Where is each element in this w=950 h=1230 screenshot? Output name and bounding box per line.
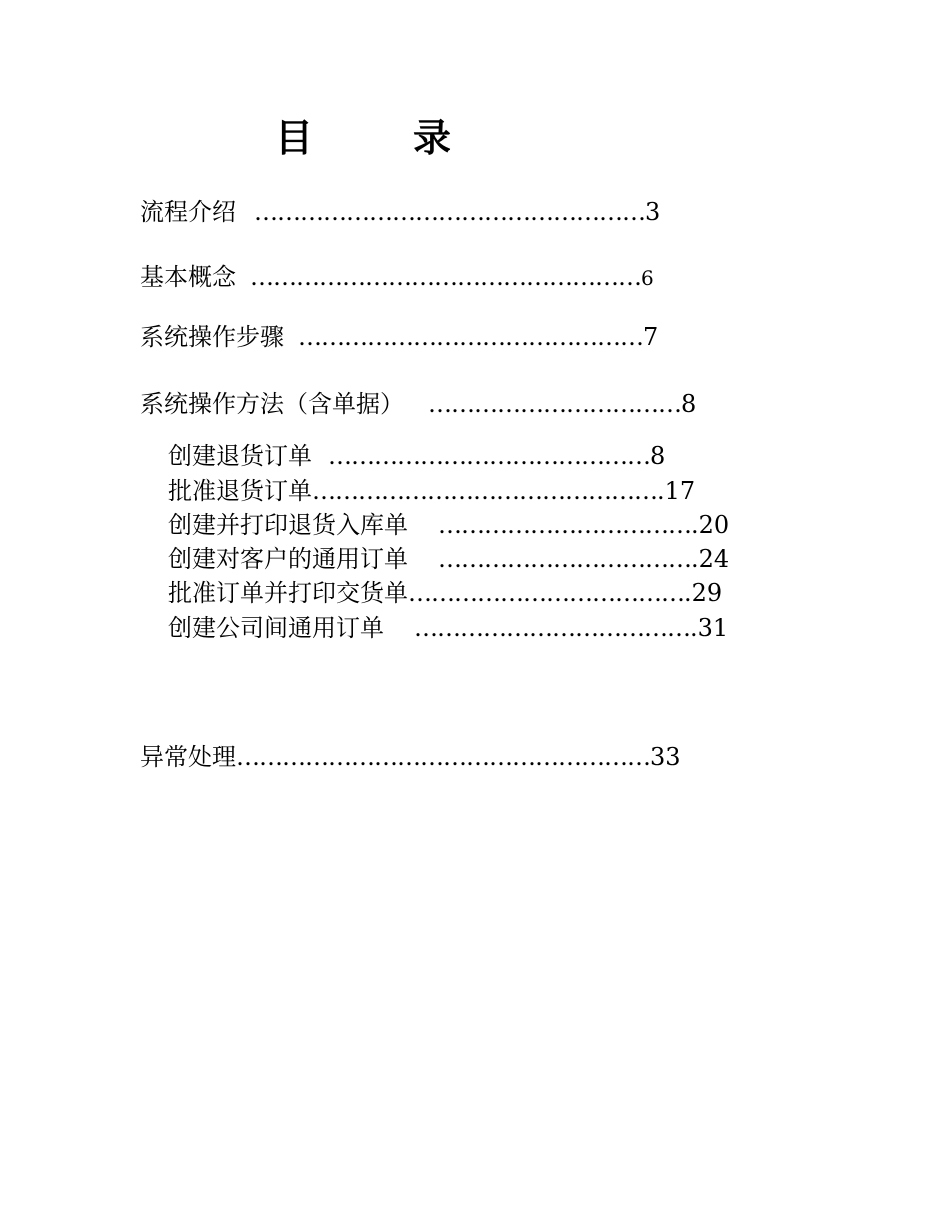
toc-leader-dots: …………………………………… [328, 442, 650, 470]
toc-entry-exception-handling[interactable] [140, 742, 681, 772]
toc-leader-dots: …………………………… [438, 511, 691, 539]
toc-entry-operation-steps[interactable] [140, 322, 658, 352]
toc-page-number: .24 [691, 545, 730, 573]
toc-entry-approve-return-order[interactable] [168, 476, 695, 506]
toc-page-number: .31 [690, 614, 729, 642]
toc-entry-create-return-order[interactable] [168, 441, 665, 471]
toc-leader-dots: …………………………… [438, 545, 691, 573]
toc-page-number: 3 [645, 198, 661, 226]
toc-entry-label: 批准订单并打印交货单 [168, 579, 408, 607]
toc-entry-label: 基本概念 [140, 263, 236, 291]
toc-entry-label: 创建并打印退货入库单 [168, 511, 408, 539]
toc-entry-label: 异常处理 [140, 743, 236, 771]
toc-page-number: 8 [681, 390, 697, 418]
toc-leader-dots: …………………………………………… [254, 198, 645, 226]
toc-entry-basic-concepts[interactable] [140, 262, 654, 293]
toc-entry-create-print-return-receipt[interactable] [168, 510, 729, 540]
toc-page-number: .17 [657, 477, 696, 505]
toc-entry-label: 流程介绍 [140, 198, 236, 226]
toc-leader-dots: ……………………………… [414, 614, 690, 642]
toc-entry-label: 创建退货订单 [168, 442, 312, 470]
toc-entry-label: 批准退货订单 [168, 477, 312, 505]
toc-page-number: 33 [650, 743, 681, 771]
toc-entry-create-intercompany-order[interactable] [168, 613, 728, 643]
toc-entry-operation-methods[interactable] [140, 389, 696, 419]
toc-title-char-1: 目 [275, 115, 314, 160]
toc-page-number: .20 [691, 511, 730, 539]
toc-entry-label: 系统操作步骤 [140, 323, 284, 351]
toc-page-number: 6 [641, 266, 654, 290]
toc-page-number: 8 [650, 442, 666, 470]
toc-leader-dots: …………………………… [428, 390, 681, 418]
toc-leader-dots: ……………………………… [408, 579, 684, 607]
toc-page-number: .29 [684, 579, 723, 607]
toc-title [275, 112, 451, 164]
toc-leader-dots: ……………………………………………… [236, 743, 650, 771]
toc-leader-dots: …………………………………………… [250, 263, 641, 291]
toc-page-number: 7 [643, 323, 659, 351]
toc-entry-label: 创建对客户的通用订单 [168, 545, 408, 573]
toc-leader-dots: ……………………………………… [298, 323, 643, 351]
toc-entry-create-customer-order[interactable] [168, 544, 729, 574]
toc-title-char-2: 录 [413, 115, 452, 160]
toc-entry-label: 系统操作方法（含单据） [140, 390, 404, 418]
toc-entry-label: 创建公司间通用订单 [168, 614, 384, 642]
toc-leader-dots: ……………………………………… [312, 477, 657, 505]
toc-entry-approve-order-print-delivery[interactable] [168, 578, 722, 608]
toc-entry-process-intro[interactable] [140, 197, 660, 227]
